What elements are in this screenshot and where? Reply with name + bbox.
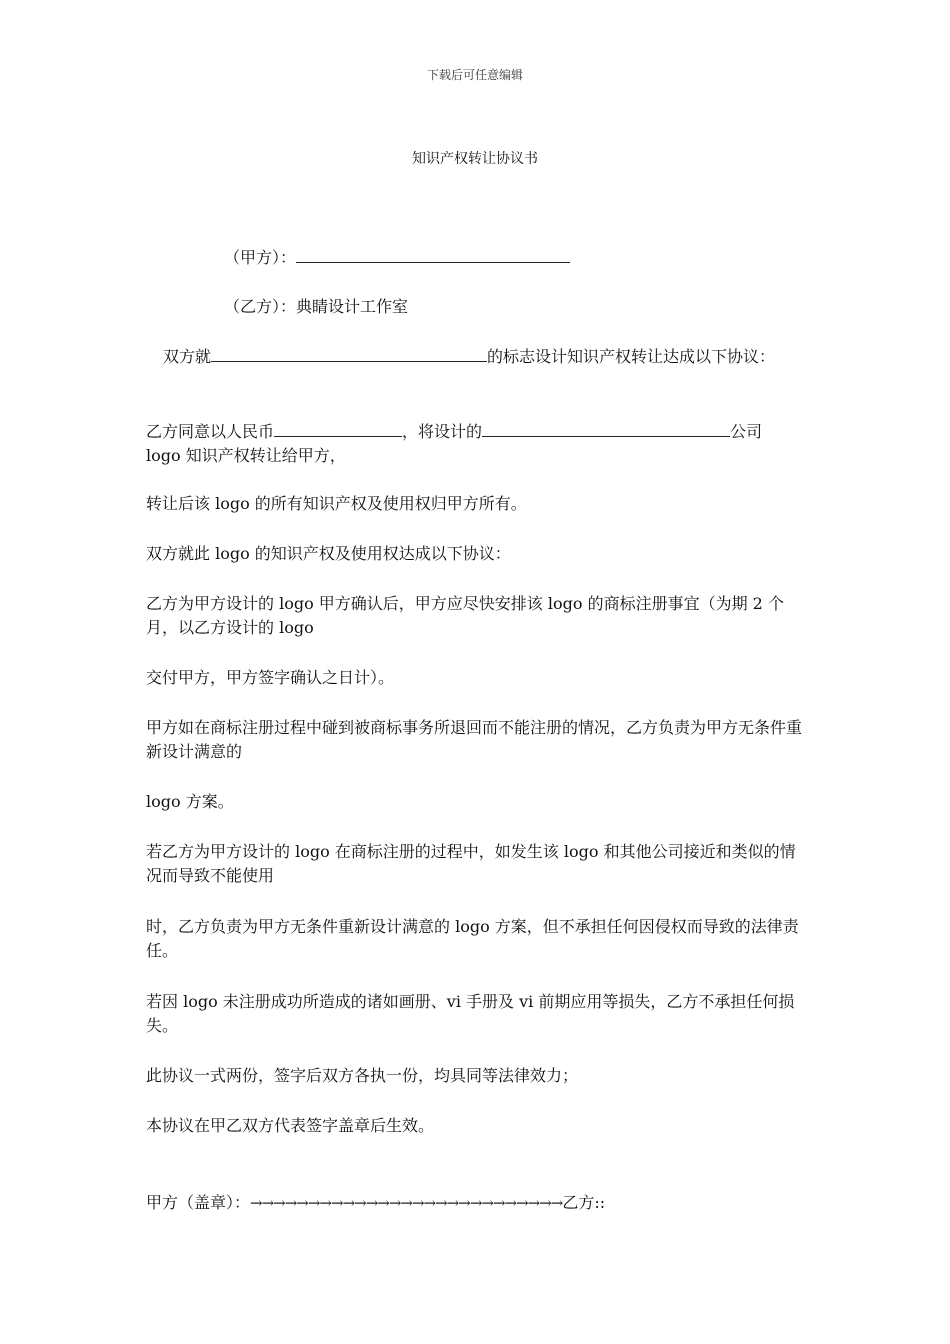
price-part3: 公司	[730, 422, 763, 441]
paragraph: 本协议在甲乙双方代表签字盖章后生效。	[146, 1116, 435, 1135]
paragraph: 此协议一式两份，签字后双方各执一份，均具同等法律效力；	[146, 1066, 579, 1085]
amount-blank	[274, 418, 402, 437]
party-a-blank	[296, 244, 570, 263]
subject-blank	[211, 343, 487, 362]
paragraph: 双方就此 logo 的知识产权及使用权达成以下协议：	[146, 544, 511, 563]
company-blank	[482, 418, 730, 437]
price-part1: 乙方同意以人民币	[146, 422, 275, 441]
price-part2: ，将设计的	[402, 422, 483, 441]
party-b-label: （乙方）：	[224, 297, 297, 316]
intro-before: 双方就	[163, 347, 212, 366]
intro-line	[163, 343, 775, 367]
party-a-line	[224, 244, 570, 268]
party-b-seal-label: 乙方::	[562, 1193, 606, 1212]
party-b-name: 典睛设计工作室	[296, 297, 409, 316]
paragraph: logo 方案。	[146, 792, 234, 811]
arrow-leader: →→→→→→→→→→→→→→→→→→→→→→→→→→→	[250, 1194, 563, 1212]
paragraph: 时，乙方负责为甲方无条件重新设计满意的 logo 方案，但不承担任何因侵权而导致的法律责任。	[146, 917, 799, 960]
clause-price	[146, 418, 811, 468]
paragraph: 乙方为甲方设计的 logo 甲方确认后，甲方应尽快安排该 logo 的商标注册事宜（为期 2 个月，以乙方设计的 logo	[146, 594, 784, 637]
signature-line	[146, 1190, 605, 1213]
party-b-line	[224, 294, 408, 317]
header-note: 下载后可任意编辑	[426, 68, 523, 82]
paragraph: 若乙方为甲方设计的 logo 在商标注册的过程中，如发生该 logo 和其他公司接近和类似的情况而导致不能使用	[146, 842, 796, 885]
price-part4: logo 知识产权转让给甲方，	[146, 446, 346, 465]
party-a-label: （甲方）：	[224, 248, 297, 267]
paragraph: 甲方如在商标注册过程中碰到被商标事务所退回而不能注册的情况，乙方负责为甲方无条件重新设计满意的	[146, 718, 803, 761]
intro-after: 的标志设计知识产权转让达成以下协议：	[487, 347, 776, 366]
document-title: 知识产权转让协议书	[412, 151, 538, 167]
paragraph: 若因 logo 未注册成功所造成的诸如画册、vi 手册及 vi 前期应用等损失，乙方不承担任何损失。	[146, 992, 795, 1035]
paragraph: 转让后该 logo 的所有知识产权及使用权归甲方所有。	[146, 494, 527, 513]
paragraph: 交付甲方，甲方签字确认之日计）。	[146, 668, 395, 687]
party-a-seal-label: 甲方（盖章）：	[146, 1193, 251, 1212]
